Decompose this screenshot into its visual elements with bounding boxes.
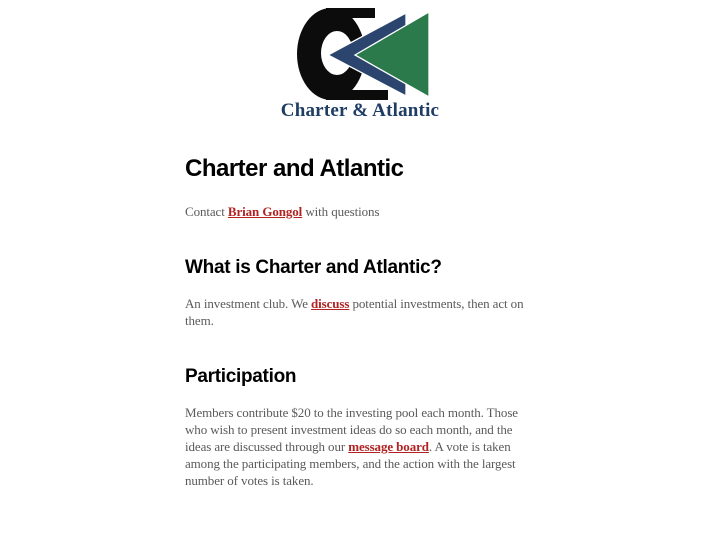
message-board-link[interactable]: message board	[348, 439, 429, 454]
what-is-text-pre: An investment club. We	[185, 296, 312, 311]
contact-line	[185, 203, 535, 220]
page-content	[185, 8, 535, 489]
logo-caption: Charter & Atlantic	[280, 100, 440, 121]
participation-text-post: . A vote is taken among the participating members, and the action with the largest number of votes is taken.	[185, 439, 516, 488]
section-heading-what-is: What is Charter and Atlantic?	[185, 257, 442, 278]
contact-text-suffix: with questions	[302, 204, 380, 219]
discuss-link[interactable]: discuss	[311, 296, 350, 311]
brian-gongol-link[interactable]: Brian Gongol	[227, 204, 303, 219]
contact-text-prefix: Contact	[185, 204, 228, 219]
page-title: Charter and Atlantic	[185, 155, 404, 182]
section-heading-participation: Participation	[185, 366, 297, 387]
company-logo	[185, 8, 535, 121]
participation-text-pre: Members contribute $20 to the investing pool each month. Those who wish to present investment ideas do so each month, and the ideas are discussed through our	[185, 405, 518, 454]
logo-graphic	[296, 8, 432, 101]
participation-paragraph	[185, 404, 535, 489]
what-is-text-post: potential investments, then act on them.	[185, 296, 524, 328]
what-is-paragraph	[185, 295, 535, 329]
